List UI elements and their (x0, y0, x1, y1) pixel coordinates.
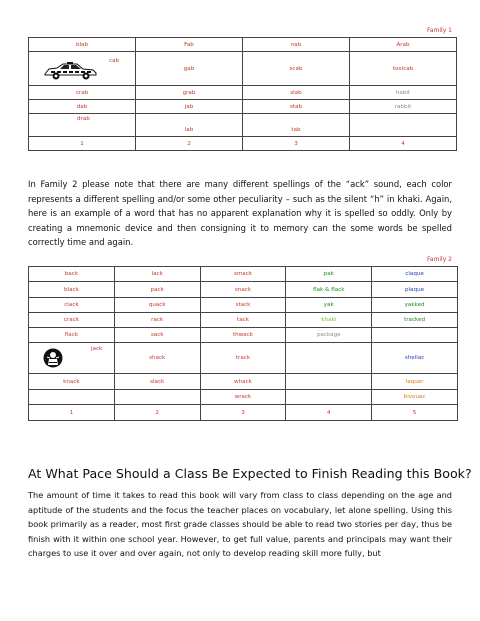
word-text: khaki (321, 317, 337, 323)
table-cell (29, 137, 136, 151)
table-cell (372, 282, 458, 298)
word-text: crab (75, 89, 89, 96)
table-cell (350, 137, 457, 151)
table-cell (350, 100, 457, 114)
word-text: blab (75, 41, 89, 48)
word-text: whack (234, 378, 252, 385)
word-text: drab (77, 116, 90, 122)
table-cell (372, 343, 458, 374)
word-text: yak (323, 302, 334, 308)
table-cell (350, 38, 457, 52)
word-text: stack (235, 302, 251, 308)
table-cell (200, 313, 286, 328)
word-text: tracked (404, 317, 426, 323)
pace-paragraph: The amount of time it takes to read this book will vary from class to class depending on the age and aptitude of the students and the focus the teacher places on vocabulary, let alone spelling. Using this book primarily as a reader, most first grade classes should be able to read two stories per day, thus be finish with it within one school year. However, to get full value, parents and principals may want their charges to use it over and over again, not only to develop reading skill more fully, but (28, 490, 452, 559)
table-cell (114, 313, 200, 328)
table-cell (286, 298, 372, 313)
word-text: rack (151, 317, 164, 323)
table-row (29, 374, 458, 390)
table-cell (200, 282, 286, 298)
table-row (29, 86, 457, 100)
table-cell (286, 328, 372, 343)
word-text: 3 (294, 140, 298, 147)
table-cell (29, 38, 136, 52)
table-cell (29, 313, 115, 328)
table-row (29, 390, 458, 405)
table-cell (372, 313, 458, 328)
table-cell (286, 343, 372, 374)
word-text: 1 (80, 140, 84, 147)
section-heading: At What Pace Should a Class Be Expected to Finish Reading this Book? (28, 466, 472, 481)
table-row (29, 52, 457, 86)
table-cell (29, 405, 115, 421)
table-cell (136, 100, 243, 114)
word-text: 2 (187, 140, 191, 147)
table-cell (200, 374, 286, 390)
word-text: 5 (412, 409, 417, 416)
table-cell (350, 52, 457, 86)
word-text: pak (323, 271, 334, 277)
word-text: dab (76, 103, 88, 110)
family-2-table (28, 266, 458, 421)
table-cell (372, 267, 458, 282)
table-cell (286, 313, 372, 328)
word-text: scab (289, 65, 303, 72)
table-cell (286, 374, 372, 390)
table-cell (243, 52, 350, 86)
family-1-label: Family 1 (426, 27, 452, 34)
table-cell (350, 86, 457, 100)
word-text: plaque (405, 286, 425, 293)
word-text: stab (289, 103, 303, 110)
word-text: flack (64, 332, 79, 338)
table-cell (243, 86, 350, 100)
word-text: wrack (234, 394, 252, 400)
table-cell (200, 343, 286, 374)
table-row (29, 298, 458, 313)
word-text: slab (290, 89, 302, 96)
table-cell (29, 374, 115, 390)
family-2-label: Family 2 (426, 256, 452, 263)
table-cell (29, 328, 115, 343)
word-text: quack (148, 302, 166, 308)
table-cell (243, 137, 350, 151)
table-cell (114, 328, 200, 343)
table-cell (243, 100, 350, 114)
table-cell (350, 114, 457, 137)
word-text: snack (234, 286, 252, 293)
table-cell (372, 374, 458, 390)
word-text: cab (109, 58, 120, 64)
table-cell (29, 267, 115, 282)
word-text: back (64, 271, 79, 277)
word-text: lab (184, 127, 194, 133)
table-cell (29, 86, 136, 100)
table-row (29, 267, 458, 282)
table-cell (29, 114, 136, 137)
word-text: shack (149, 355, 166, 361)
table-cell (200, 328, 286, 343)
table-cell (286, 282, 372, 298)
table-cell (29, 298, 115, 313)
word-text: 1 (69, 409, 74, 416)
word-text: knack (63, 378, 80, 385)
table-cell (114, 298, 200, 313)
table-cell (243, 38, 350, 52)
word-text: track (235, 355, 251, 361)
family-1-table (28, 37, 457, 151)
word-text: black (63, 286, 79, 293)
table-row (29, 38, 457, 52)
word-text: gab (183, 65, 195, 72)
word-text: rabbit (394, 103, 412, 110)
word-text: Fab (184, 41, 194, 48)
word-text: slack (150, 378, 165, 385)
table-cell (136, 137, 243, 151)
intro-paragraph: In Family 2 please note that there are many different spellings of the “ack” sound, each color represents a different spelling and/or some other peculiarity – such as the silent “h” in khaki. Again, here is an example of a word that has no apparent explanation why it is spelled so oddly. Only by creating a mnemonic device and then consigning it to memory can the some words be spelled correctly time and again. (28, 179, 452, 248)
word-text: smack (233, 271, 253, 277)
word-text: nab (290, 41, 302, 48)
word-text: flak & flack (313, 286, 345, 293)
table-cell (200, 405, 286, 421)
table-row (29, 313, 458, 328)
word-text: toxicab (392, 65, 414, 72)
table-cell (372, 298, 458, 313)
table-cell (114, 343, 200, 374)
table-cell (29, 343, 115, 374)
word-text: jack (91, 346, 103, 352)
table-cell (114, 267, 200, 282)
word-text: sack (150, 332, 164, 338)
word-text: package (316, 332, 341, 338)
word-text: laquer (405, 378, 424, 385)
word-text: yakked (404, 302, 425, 308)
table-cell (29, 100, 136, 114)
word-text: crack (63, 317, 79, 323)
table-cell (286, 405, 372, 421)
word-text: Arab (396, 41, 410, 48)
table-cell (200, 267, 286, 282)
table-row (29, 114, 457, 137)
word-text: tab (291, 127, 301, 133)
table-row (29, 282, 458, 298)
word-text: shellac (404, 355, 425, 361)
word-text: 3 (241, 409, 245, 416)
table-cell (136, 114, 243, 137)
table-cell (136, 86, 243, 100)
word-text: tack (237, 317, 249, 323)
table-cell (243, 114, 350, 137)
table-row (29, 343, 458, 374)
word-text: jab (184, 103, 194, 110)
table-cell (29, 390, 115, 405)
table-cell (136, 38, 243, 52)
table-cell (286, 390, 372, 405)
table-cell (136, 52, 243, 86)
table-cell (200, 298, 286, 313)
table-row (29, 328, 458, 343)
word-text: grab (182, 89, 196, 96)
table-row (29, 137, 457, 151)
table-cell (114, 374, 200, 390)
table-cell (372, 405, 458, 421)
table-cell (372, 390, 458, 405)
table-cell (372, 328, 458, 343)
word-text: clack (64, 302, 79, 308)
table-cell (114, 405, 200, 421)
word-text: thwack (232, 332, 254, 338)
table-cell (286, 267, 372, 282)
table-cell (200, 390, 286, 405)
word-text: lack (151, 271, 163, 277)
table-row (29, 405, 458, 421)
table-cell (114, 390, 200, 405)
word-text: 2 (155, 409, 159, 416)
table-row (29, 100, 457, 114)
table-cell (29, 52, 136, 86)
word-text: habit (395, 89, 411, 96)
word-text: claque (405, 271, 424, 277)
word-text: pack (150, 286, 164, 293)
word-text: 4 (401, 140, 405, 147)
word-text: bivouac (403, 394, 426, 400)
table-cell (29, 282, 115, 298)
table-cell (114, 282, 200, 298)
word-text: 4 (327, 409, 331, 416)
